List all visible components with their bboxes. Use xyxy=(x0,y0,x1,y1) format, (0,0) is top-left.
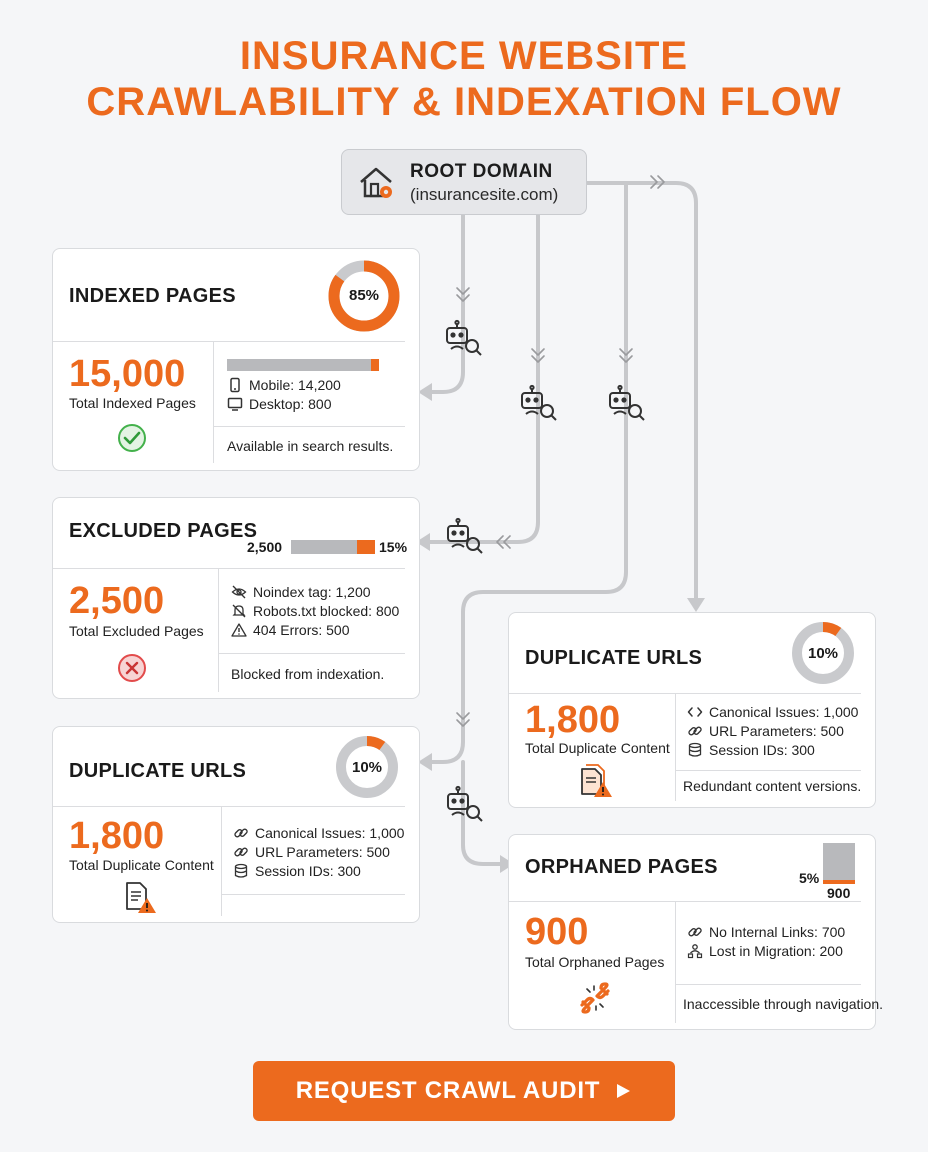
duplicate-right-note: Redundant content versions. xyxy=(683,778,862,794)
divider xyxy=(53,341,405,342)
page-title-line-1: INSURANCE WEBSITE xyxy=(239,34,689,78)
bell-off-icon xyxy=(231,603,247,619)
sitemap-icon xyxy=(687,943,703,959)
code-icon xyxy=(687,704,703,720)
duplicate-left-params: URL Parameters: 500 xyxy=(255,844,390,860)
root-domain-node xyxy=(341,149,587,215)
duplicate-right-session-row xyxy=(687,742,815,758)
link-icon xyxy=(687,924,703,940)
orphaned-bar xyxy=(823,843,855,880)
house-gear-icon xyxy=(356,162,396,202)
indexed-mobile-row xyxy=(227,377,341,393)
excluded-bar-percent: 15% xyxy=(379,539,408,555)
duplicate-right-params-row xyxy=(687,723,844,739)
indexed-pages-card xyxy=(52,248,420,471)
request-crawl-audit-button[interactable] xyxy=(253,1061,675,1121)
orphaned-count: 900 xyxy=(525,911,589,953)
robot-search-icon xyxy=(444,784,484,824)
duplicate-urls-card-left xyxy=(52,726,420,923)
duplicate-left-canonical-row xyxy=(233,825,404,841)
divider xyxy=(509,693,861,694)
indexed-pages-title: INDEXED PAGES xyxy=(69,285,236,307)
robot-search-icon xyxy=(443,318,483,358)
duplicate-right-percent-label: 10% xyxy=(807,645,839,662)
excluded-pages-card xyxy=(52,497,420,699)
check-circle-icon xyxy=(117,423,147,453)
divider xyxy=(675,693,676,801)
warning-icon xyxy=(231,622,247,638)
orphaned-migration: Lost in Migration: 200 xyxy=(709,943,843,959)
duplicate-left-canonical: Canonical Issues: 1,000 xyxy=(255,825,405,841)
orphaned-no-links-row xyxy=(687,924,845,940)
link-icon xyxy=(233,844,249,860)
mobile-icon xyxy=(227,377,243,393)
indexed-desktop-row xyxy=(227,396,332,412)
duplicate-right-count-label: Total Duplicate Content xyxy=(525,740,670,756)
database-icon xyxy=(233,863,249,879)
link-icon xyxy=(687,723,703,739)
divider xyxy=(509,901,861,902)
indexed-percent-label: 85% xyxy=(348,287,380,304)
indexed-count: 15,000 xyxy=(69,353,186,395)
excluded-errors: 404 Errors: 500 xyxy=(253,622,350,638)
orphaned-migration-row xyxy=(687,943,843,959)
duplicate-left-count: 1,800 xyxy=(69,815,165,857)
duplicate-left-count-label: Total Duplicate Content xyxy=(69,857,214,873)
eye-off-icon xyxy=(231,584,247,600)
divider xyxy=(221,894,405,895)
excluded-noindex: Noindex tag: 1,200 xyxy=(253,584,371,600)
orphaned-percent-label: 5% xyxy=(799,870,820,886)
page-title-line-2: CRAWLABILITY & INDEXATION FLOW xyxy=(86,80,842,124)
duplicate-right-session: Session IDs: 300 xyxy=(709,742,815,758)
request-crawl-audit-label: REQUEST CRAWL AUDIT xyxy=(295,1077,601,1104)
divider xyxy=(53,806,405,807)
excluded-note: Blocked from indexation. xyxy=(231,666,385,682)
divider xyxy=(675,901,676,1023)
indexed-desktop: Desktop: 800 xyxy=(249,396,332,412)
divider xyxy=(53,568,405,569)
duplicate-left-params-row xyxy=(233,844,390,860)
indexed-bar-fill xyxy=(371,359,379,371)
excluded-noindex-row xyxy=(231,584,371,600)
document-warning-icon xyxy=(579,764,613,798)
x-circle-icon xyxy=(117,653,147,683)
duplicate-left-session-row xyxy=(233,863,361,879)
duplicate-urls-card-right xyxy=(508,612,876,808)
indexed-bar xyxy=(227,359,379,371)
divider xyxy=(218,568,219,692)
orphaned-bar-fill xyxy=(823,880,855,884)
database-icon xyxy=(687,742,703,758)
duplicate-left-session: Session IDs: 300 xyxy=(255,863,361,879)
orphaned-count-label: Total Orphaned Pages xyxy=(525,954,665,970)
root-domain-label: ROOT DOMAIN xyxy=(410,161,553,182)
excluded-pages-title: EXCLUDED PAGES xyxy=(69,520,258,542)
duplicate-right-params: URL Parameters: 500 xyxy=(709,723,844,739)
indexed-count-label: Total Indexed Pages xyxy=(69,395,196,411)
play-icon xyxy=(614,1082,632,1100)
desktop-icon xyxy=(227,396,243,412)
orphaned-pages-card xyxy=(508,834,884,1030)
divider xyxy=(221,806,222,916)
divider xyxy=(675,770,861,771)
robot-search-icon xyxy=(518,383,558,423)
duplicate-right-canonical-row xyxy=(687,704,858,720)
excluded-robots: Robots.txt blocked: 800 xyxy=(253,603,400,619)
excluded-count-label: Total Excluded Pages xyxy=(69,623,204,639)
link-icon xyxy=(233,825,249,841)
duplicate-left-title: DUPLICATE URLS xyxy=(69,760,247,782)
duplicate-right-count: 1,800 xyxy=(525,699,621,741)
indexed-mobile: Mobile: 14,200 xyxy=(249,377,341,393)
robot-search-icon xyxy=(444,516,484,556)
orphaned-no-links: No Internal Links: 700 xyxy=(709,924,846,940)
excluded-bar-fill xyxy=(357,540,375,554)
excluded-robots-row xyxy=(231,603,399,619)
root-domain-url: (insurancesite.com) xyxy=(410,185,559,204)
excluded-errors-row xyxy=(231,622,350,638)
divider xyxy=(218,653,405,654)
duplicate-right-title: DUPLICATE URLS xyxy=(525,647,703,669)
duplicate-right-canonical: Canonical Issues: 1,000 xyxy=(709,704,859,720)
broken-link-icon xyxy=(577,980,613,1016)
duplicate-left-percent-label: 10% xyxy=(351,759,383,776)
indexed-note: Available in search results. xyxy=(227,438,394,454)
excluded-bar-count: 2,500 xyxy=(247,539,283,555)
robot-search-icon xyxy=(606,383,646,423)
divider xyxy=(213,341,214,463)
document-warning-icon xyxy=(123,880,157,914)
divider xyxy=(675,984,861,985)
excluded-count: 2,500 xyxy=(69,580,165,622)
orphaned-bar-count: 900 xyxy=(827,885,851,901)
divider xyxy=(213,426,405,427)
orphaned-note: Inaccessible through navigation. xyxy=(683,996,884,1012)
orphaned-pages-title: ORPHANED PAGES xyxy=(525,856,718,878)
